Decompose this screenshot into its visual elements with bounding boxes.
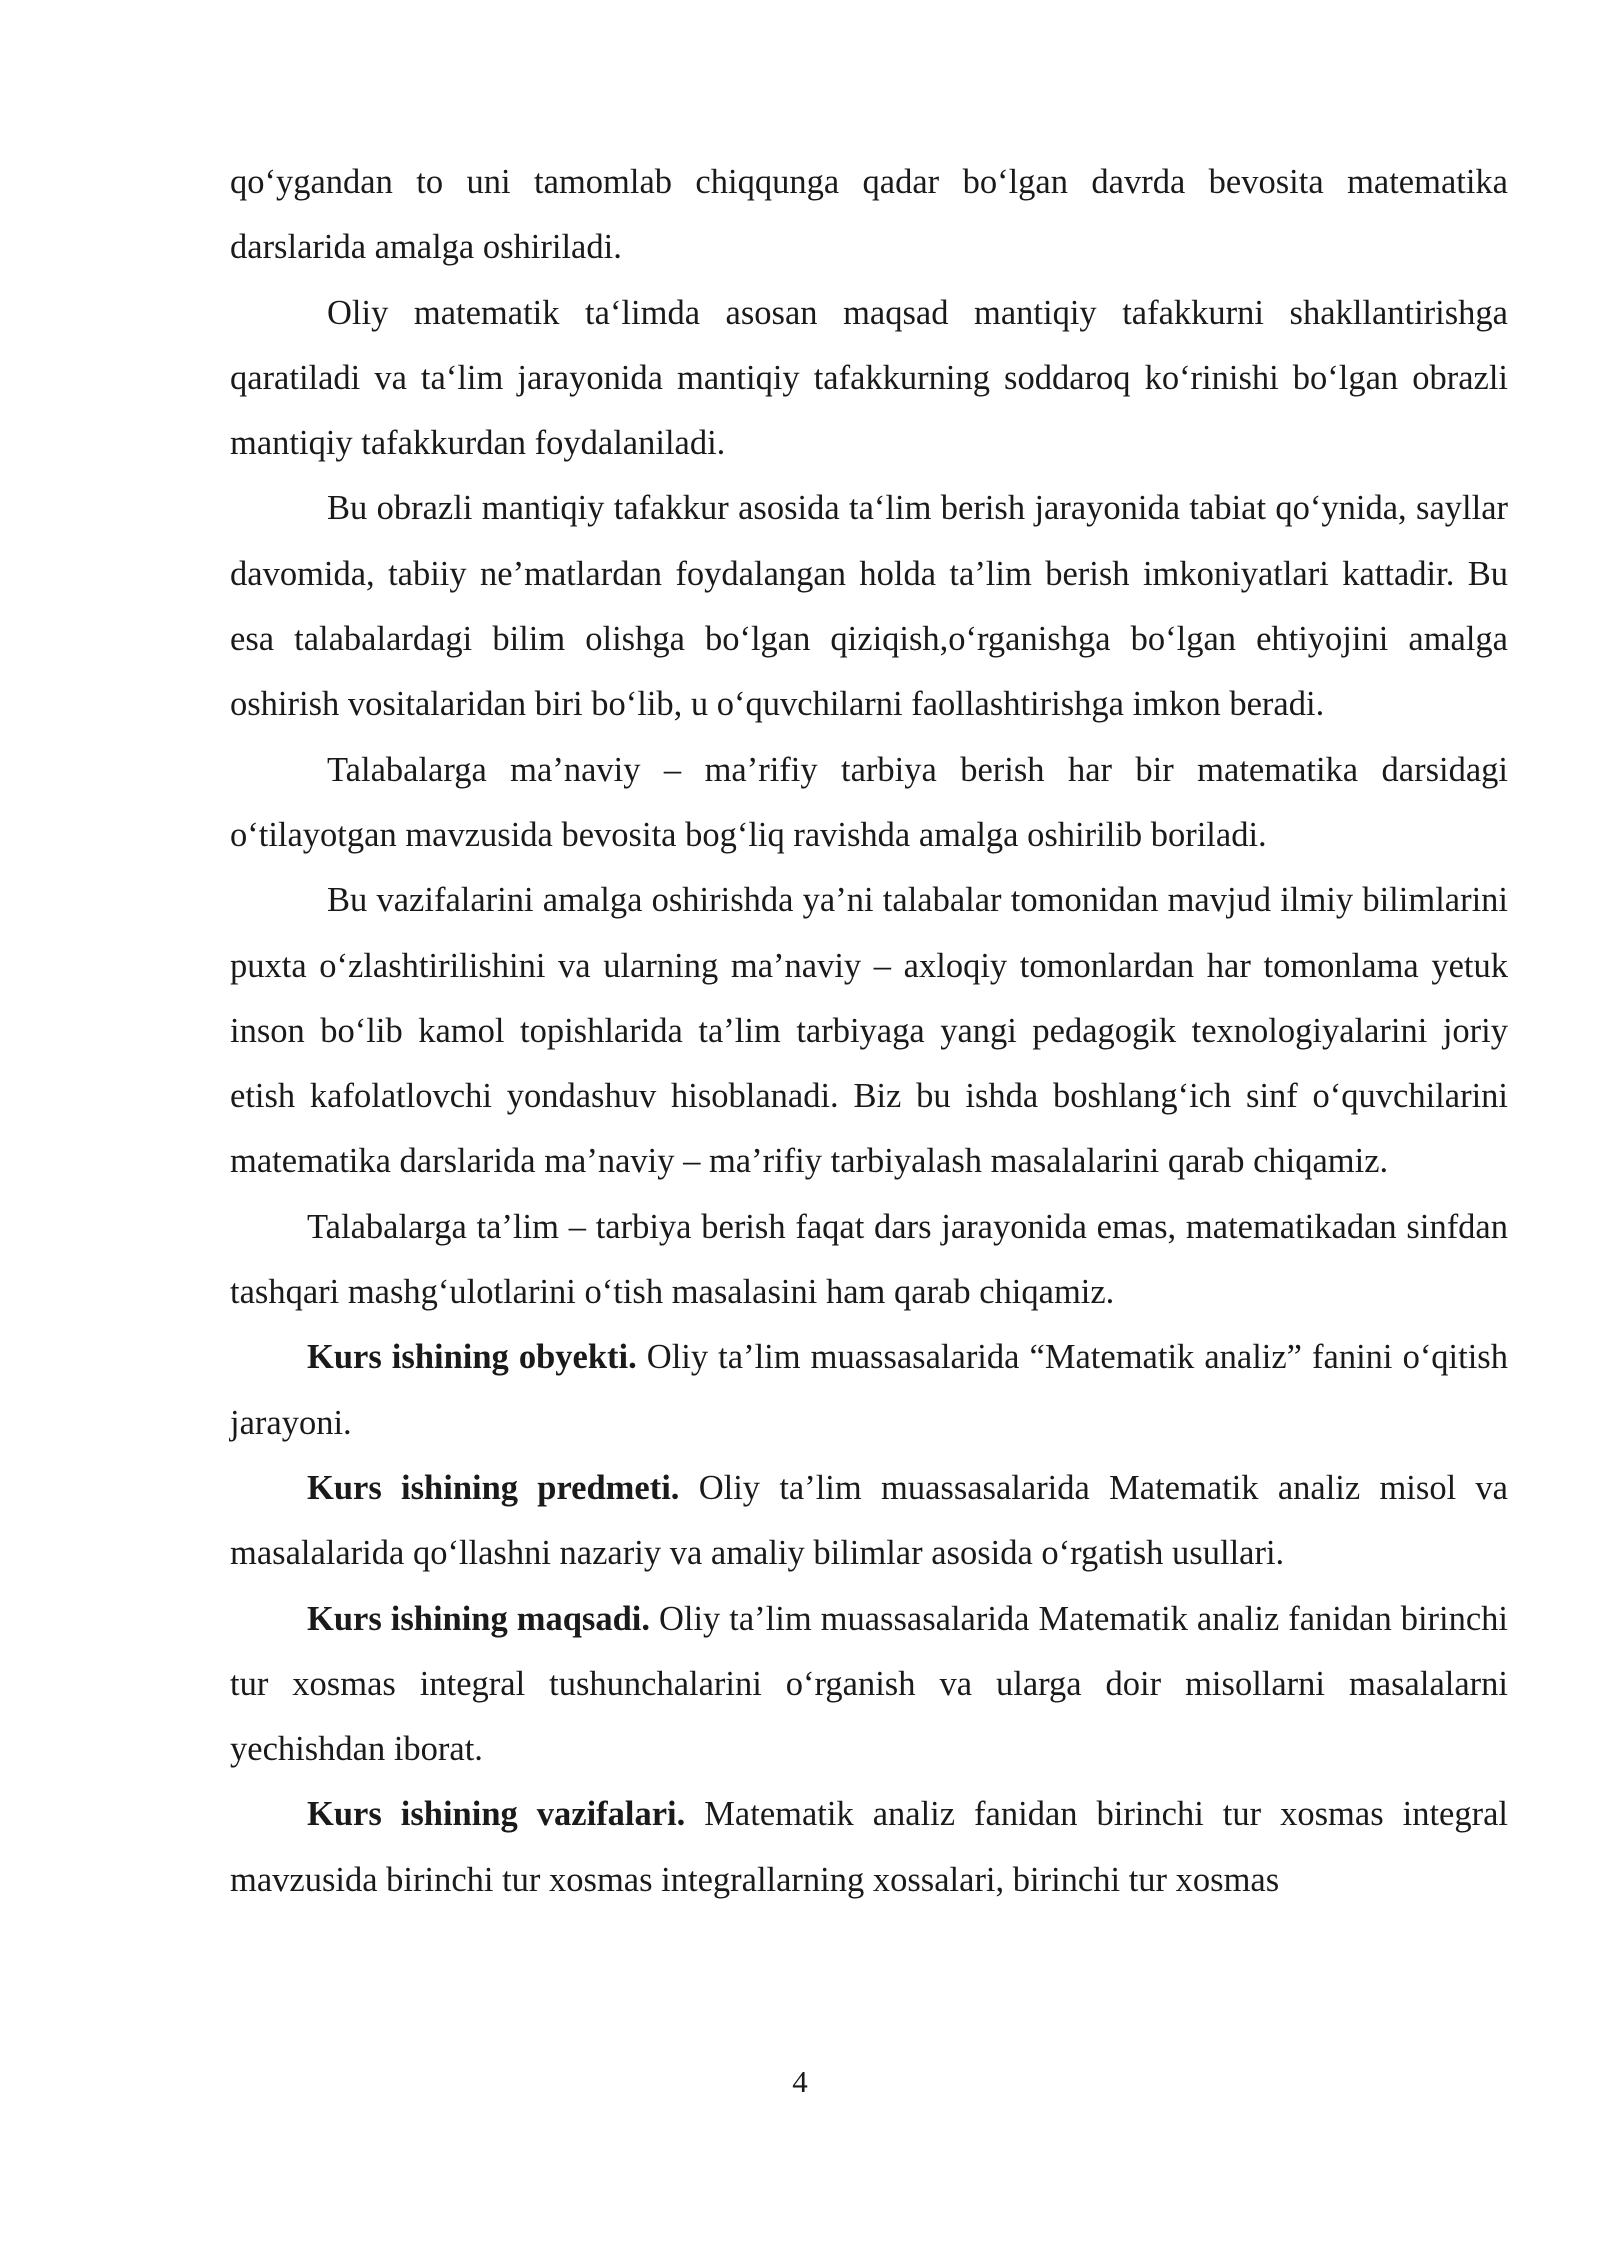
paragraph-figurative-thinking: Bu obrazli mantiqiy tafakkur asosida ta‘lim berish jarayonida tabiat qo‘ynida, sayllar davomida, tabiiy ne’matlardan foydalangan holda ta’lim berish imkoniyatlari kattadir. Bu esa talabalardagi bilim olishga bo‘lgan qiziqish,o‘rganishga bo‘lgan ehtiyojini amalga oshirish vositalaridan biri bo‘lib, u o‘quvchilarni faollashtirishga imkon beradi. <box>230 489 1508 724</box>
paragraph-goal <box>230 1587 1508 1783</box>
paragraph-moral-education: Talabalarga ma’naviy – ma’rifiy tarbiya berish har bir matematika darsidagi o‘tilayotgan mavzusida bevosita bog‘liq ravishda amalga oshirilib boriladi. <box>230 750 1508 854</box>
paragraph-logical-thinking: Oliy matematik ta‘limda asosan maqsad mantiqiy tafakkurni shakllantirishga qaratiladi va ta‘lim jarayonida mantiqiy tafakkurning soddaroq ko‘rinishi bo‘lgan obrazli mantiqiy tafakkurdan foydalaniladi. <box>230 293 1508 463</box>
heading-subject: Kurs ishining predmeti. <box>307 1468 680 1507</box>
paragraph-continuation: qo‘ygandan to uni tamomlab chiqqunga qadar bo‘lgan davrda bevosita matematika darslarida amalga oshiriladi. <box>230 163 1508 267</box>
body-text <box>230 150 1508 1913</box>
heading-goal: Kurs ishining maqsadi. <box>307 1599 650 1638</box>
object-text: Oliy ta’lim muassasalarida “Matematik analiz” fanini o‘qitish jarayoni. <box>230 1338 1508 1442</box>
subject-text: Oliy ta’lim muassasalarida Matematik analiz misol va masalalarida qo‘llashni nazariy va amaliy bilimlar asosida o‘rgatish usullari. <box>230 1468 1508 1573</box>
page-number: 4 <box>792 2064 808 2099</box>
heading-object: Kurs ishining obyekti. <box>307 1338 637 1377</box>
paragraph-tasks <box>230 1782 1508 1913</box>
paragraph-extracurricular: Talabalarga ta’lim – tarbiya berish faqat dars jarayonida emas, matematikadan sinfdan tashqari mashg‘ulotlarini o‘tish masalasini ham qarab chiqamiz. <box>230 1207 1508 1312</box>
tasks-text: Matematik analiz fanidan birinchi tur xosmas integral mavzusida birinchi tur xosmas integrallarning xossalari, birinchi tur xosmas <box>230 1795 1509 1899</box>
paragraph-object <box>230 1325 1508 1456</box>
heading-tasks: Kurs ishining vazifalari. <box>307 1795 686 1834</box>
paragraph-tasks-implementation: Bu vazifalarini amalga oshirishda ya’ni talabalar tomonidan mavjud ilmiy bilimlarini puxta o‘zlashtirilishini va ularning ma’naviy – axloqiy tomonlardan har tomonlama yetuk inson bo‘lib kamol topishlarida ta’lim tarbiyaga yangi pedagogik texnologiyalarini joriy etish kafolatlovchi yondashuv hisoblanadi. Biz bu ishda boshlang‘ich sinf o‘quvchilarini matematika darslarida ma’naviy – ma’rifiy tarbiyalash masalalarini qarab chiqamiz. <box>230 881 1508 1181</box>
paragraph-subject <box>230 1456 1508 1587</box>
goal-text: Oliy ta’lim muassasalarida Matematik analiz fanidan birinchi tur xosmas integral tushunchalarini o‘rganish va ularga doir misollarni masalalarni yechishdan iborat. <box>230 1599 1508 1769</box>
